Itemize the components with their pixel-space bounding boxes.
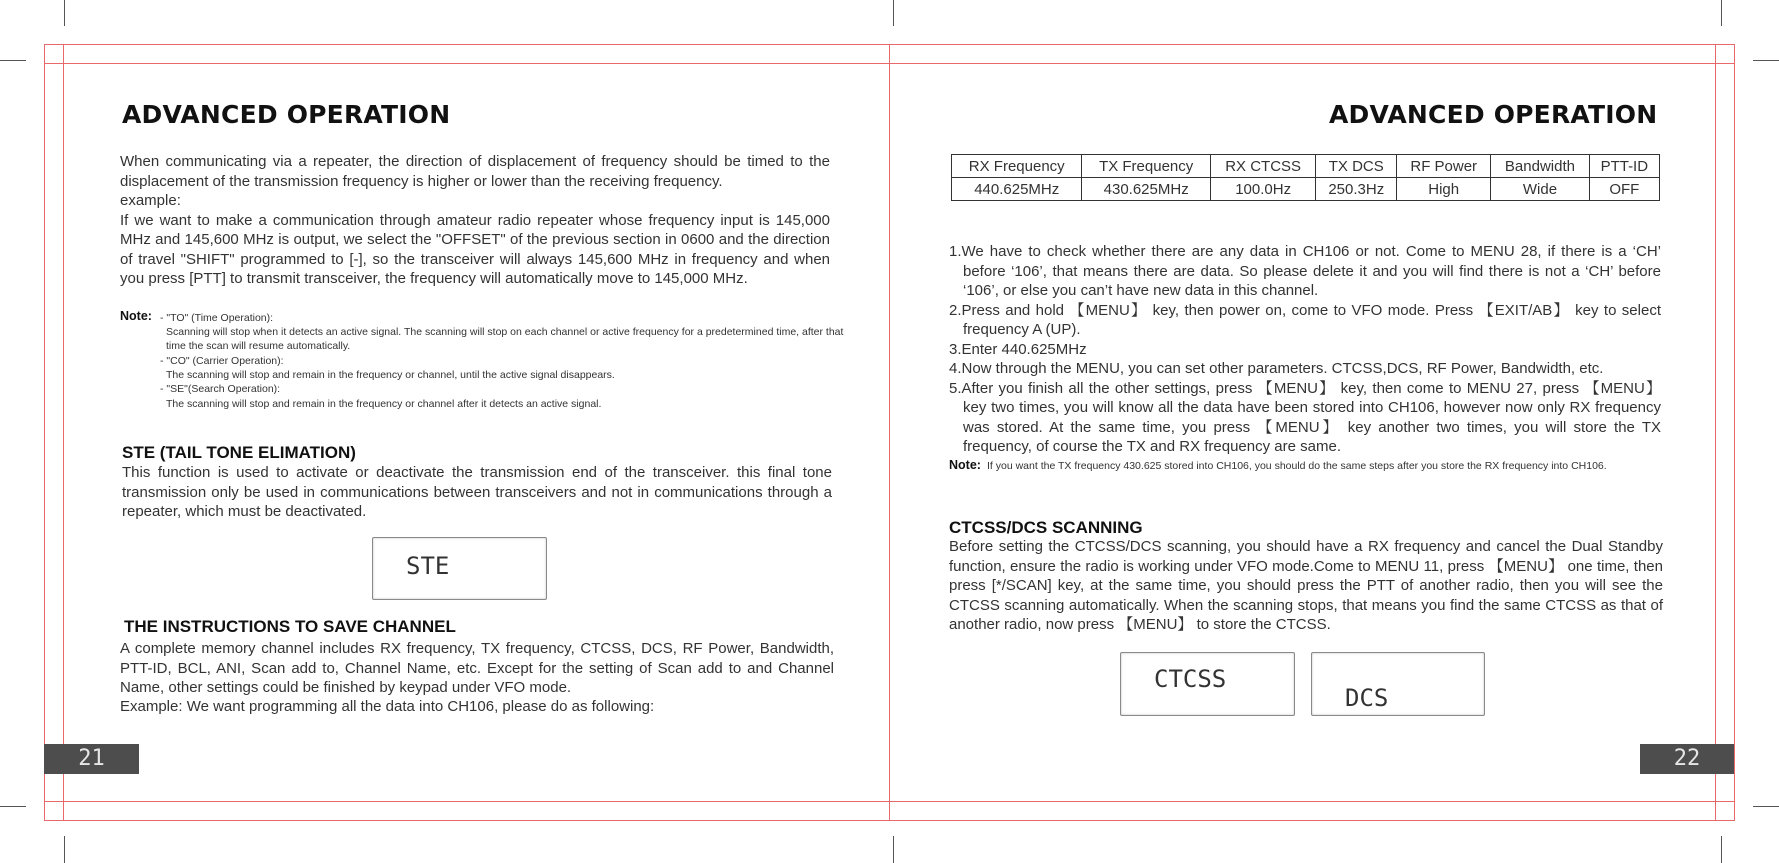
save-channel-example: Example: We want programming all the data into CH106, please do as following:	[120, 698, 655, 715]
step-item: 3.Enter 440.625MHz	[949, 340, 1087, 358]
lcd-text: STE	[406, 552, 450, 580]
spine-line	[889, 44, 890, 821]
table-cell: OFF	[1589, 178, 1659, 201]
example-text: If we want to make a communication through amateur radio repeater whose frequency input is 145,000 MHz and 145,600 MHz is output, we select the "OFFSET" of the previous section in 0600 and the direction of travel "SHIFT" programmed to [-], so the transceiver will always 145,600 MHz in frequency and when you press [PTT] to transmit transceiver, the frequency will automatically move to 145,000 MHz.	[120, 211, 830, 287]
note-item-co-head: - "CO" (Carrier Operation):	[160, 355, 284, 367]
save-channel-heading: THE INSTRUCTIONS TO SAVE CHANNEL	[124, 617, 456, 636]
ste-paragraph: This function is used to activate or deactivate the transmission end of the transceiver. this final tone transmission only be used in communications between transceivers and not in communications through a repeater, which must be deactivated.	[122, 464, 832, 520]
trim-line	[44, 44, 45, 821]
table-header-cell: TX Frequency	[1082, 155, 1210, 178]
dcs-lcd-display	[1311, 652, 1485, 716]
steps-list	[949, 242, 1661, 457]
table-header-cell: Bandwidth	[1491, 155, 1589, 178]
trim-line	[1734, 44, 1735, 821]
note-label: Note:	[949, 458, 981, 472]
channel-data-table	[951, 154, 1660, 201]
crop-mark	[1721, 0, 1722, 26]
table-cell: 440.625MHz	[952, 178, 1082, 201]
page-number: 22	[1640, 744, 1734, 774]
step-item: 1.We have to check whether there are any data in CH106 or not. Come to MENU 28, if there is a ‘CH’ before ‘106’, that means there are data. So please delete it and you will find there is not a ‘CH’ before ‘106’, or else you can’t have new data in this channel.	[949, 243, 1661, 299]
table-header-cell: TX DCS	[1316, 155, 1397, 178]
page-title: ADVANCED OPERATION	[122, 100, 451, 129]
table-header-cell: PTT-ID	[1589, 155, 1659, 178]
crop-mark	[1753, 60, 1779, 61]
table-cell: High	[1397, 178, 1491, 201]
table-header-row	[952, 155, 1660, 178]
table-cell: 100.0Hz	[1210, 178, 1316, 201]
step-item: 5.After you finish all the other settings, press 【MENU】 key, then come to MENU 27, press 【MENU】 key two times, you will know all the data have been stored into CH106, however now only RX frequency was stored. At the same time, you press 【MENU】 key another two times, you will store the TX frequency, of course the TX and RX frequency are same.	[949, 379, 1661, 455]
lcd-text: DCS	[1345, 684, 1389, 712]
ste-heading: STE (TAIL TONE ELIMATION)	[122, 443, 356, 462]
table-header-cell: RX CTCSS	[1210, 155, 1316, 178]
page-title: ADVANCED OPERATION	[1329, 100, 1658, 129]
crop-mark	[1721, 836, 1722, 863]
page-number: 21	[44, 744, 139, 774]
note-text: If you want the TX frequency 430.625 stored into CH106, you should do the same steps after you store the RX frequency into CH106.	[987, 460, 1607, 472]
ste-lcd-display	[372, 537, 547, 600]
trim-line	[1715, 44, 1716, 821]
crop-mark	[0, 60, 26, 61]
step-item: 2.Press and hold 【MENU】 key, then power on, come to VFO mode. Press 【EXIT/AB】 key to select frequency A (UP).	[949, 301, 1661, 338]
crop-mark	[893, 836, 894, 863]
crop-mark	[64, 836, 65, 863]
crop-mark	[64, 0, 65, 26]
scan-paragraph: Before setting the CTCSS/DCS scanning, you should have a RX frequency and cancel the Dual Standby function, ensure the radio is working under VFO mode.Come to MENU 11, press 【MENU】 one time, then press [*/SCAN] key, at the same time, you should press the PTT of another radio, then you will see the CTCSS scanning automatically. When the scanning stops, that means you find the same CTCSS as that of another radio, now press 【MENU】 to store the CTCSS.	[949, 538, 1663, 633]
example-label: example:	[120, 192, 181, 209]
note-item-se-head: - "SE"(Search Operation):	[160, 383, 281, 395]
scan-heading: CTCSS/DCS SCANNING	[949, 518, 1143, 537]
table-header-cell: RF Power	[1397, 155, 1491, 178]
note-label: Note:	[120, 309, 152, 323]
step-item: 4.Now through the MENU, you can set other parameters. CTCSS,DCS, RF Power, Bandwidth, etc.	[949, 360, 1604, 377]
crop-mark	[0, 806, 26, 807]
intro-text: When communicating via a repeater, the direction of displacement of frequency should be timed to the displacement of the transmission frequency is higher or lower than the receiving frequency.	[120, 153, 830, 190]
lcd-text: CTCSS	[1154, 665, 1227, 693]
crop-mark	[1753, 806, 1779, 807]
table-cell: 430.625MHz	[1082, 178, 1210, 201]
table-cell: Wide	[1491, 178, 1589, 201]
table-row	[952, 178, 1660, 201]
note-item-to-head: - "TO" (Time Operation):	[160, 312, 274, 324]
crop-mark	[893, 0, 894, 26]
trim-line	[63, 44, 64, 821]
note-item-to-body: Scanning will stop when it detects an active signal. The scanning will stop on each channel or active frequency for a predetermined time, after that time the scan will resume automatically.	[166, 326, 844, 353]
table-cell: 250.3Hz	[1316, 178, 1397, 201]
note-item-co-body: The scanning will stop and remain in the frequency or channel, until the active signal disappears.	[166, 369, 615, 381]
intro-paragraph	[120, 152, 830, 289]
table-header-cell: RX Frequency	[952, 155, 1082, 178]
save-channel-paragraph: A complete memory channel includes RX frequency, TX frequency, CTCSS, DCS, RF Power, Bandwidth, PTT-ID, BCL, ANI, Scan add to, Channel Name, etc. Except for the setting of Scan add to and Channel Name, other settings could be finished by keypad under VFO mode.	[120, 640, 834, 696]
ctcss-lcd-display	[1120, 652, 1295, 716]
note-item-se-body: The scanning will stop and remain in the frequency or channel after it detects an active signal.	[166, 398, 602, 410]
